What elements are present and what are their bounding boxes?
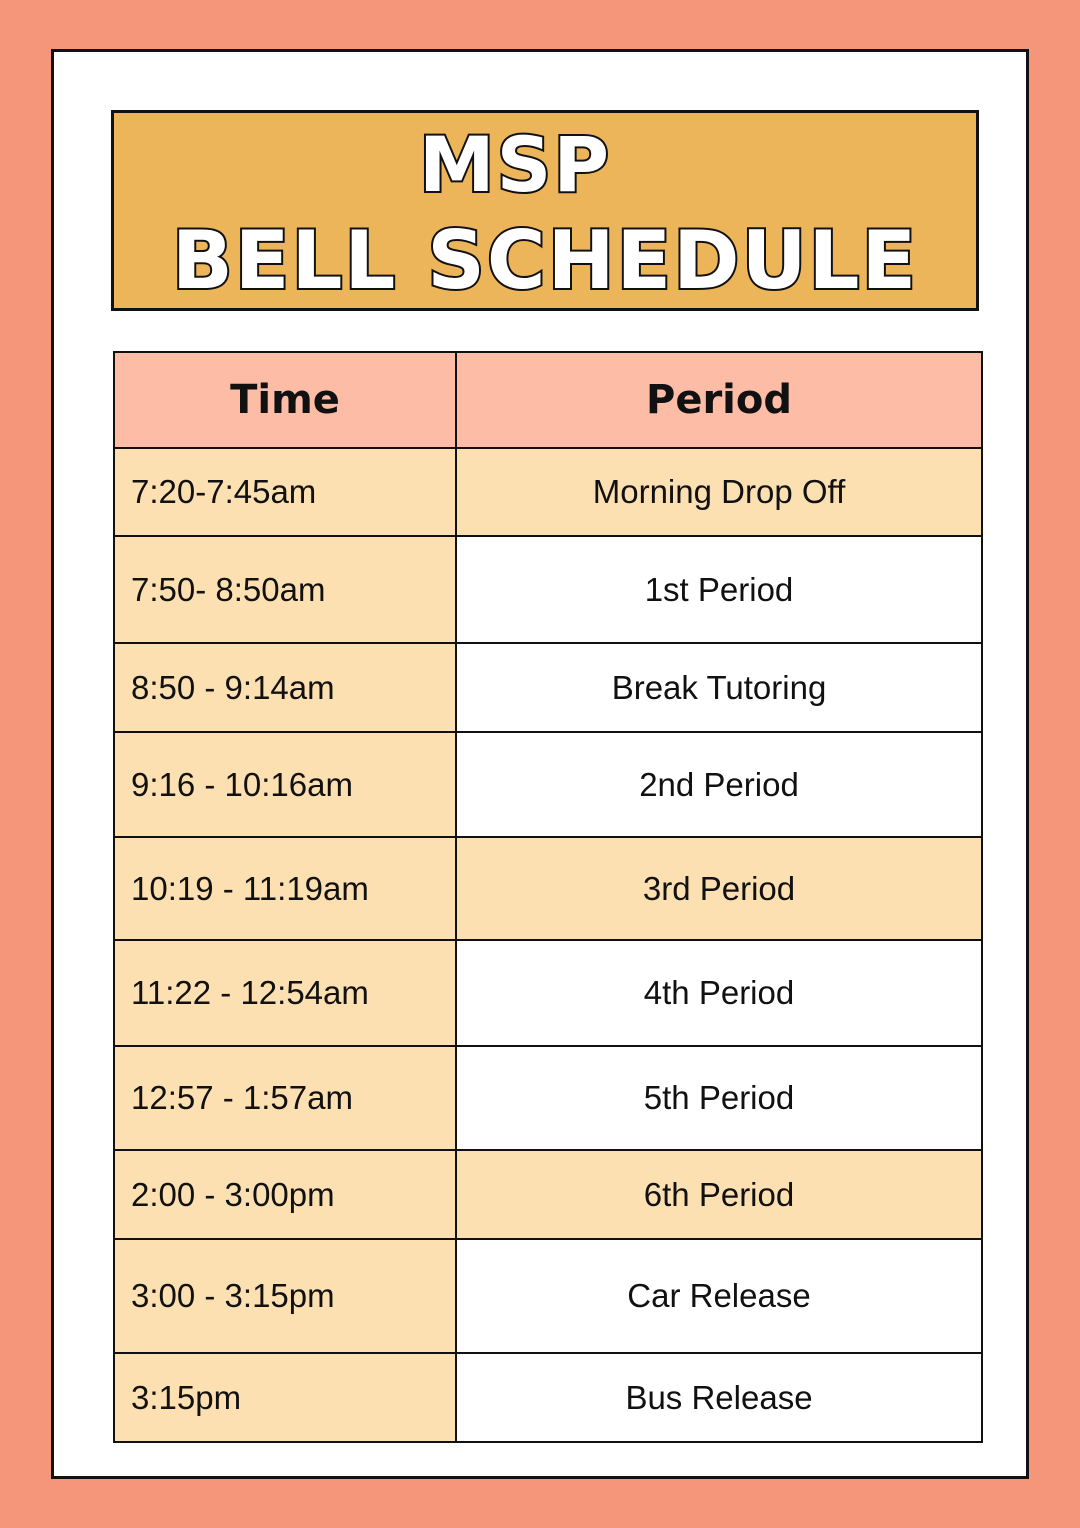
table-row xyxy=(114,940,982,1046)
table-row xyxy=(114,1150,982,1239)
time-cell: 3:00 - 3:15pm xyxy=(114,1239,456,1353)
table-row xyxy=(114,1239,982,1353)
time-cell: 12:57 - 1:57am xyxy=(114,1046,456,1150)
period-cell: 5th Period xyxy=(456,1046,982,1150)
header-row xyxy=(114,352,982,448)
title-line-1: MSP xyxy=(418,120,612,209)
period-cell: 1st Period xyxy=(456,536,982,643)
time-cell: 2:00 - 3:00pm xyxy=(114,1150,456,1239)
time-cell: 10:19 - 11:19am xyxy=(114,837,456,940)
period-cell: 4th Period xyxy=(456,940,982,1046)
time-cell: 7:50- 8:50am xyxy=(114,536,456,643)
period-cell: Bus Release xyxy=(456,1353,982,1442)
bell-schedule-table xyxy=(113,351,983,1443)
time-cell: 8:50 - 9:14am xyxy=(114,643,456,732)
period-cell: Morning Drop Off xyxy=(456,448,982,536)
period-cell: Car Release xyxy=(456,1239,982,1353)
time-cell: 9:16 - 10:16am xyxy=(114,732,456,837)
header-time: Time xyxy=(114,352,456,448)
table-row xyxy=(114,536,982,643)
title-banner xyxy=(111,110,979,311)
schedule-card xyxy=(51,49,1029,1479)
period-cell: 6th Period xyxy=(456,1150,982,1239)
table-row xyxy=(114,1046,982,1150)
table-row xyxy=(114,837,982,940)
period-cell: 3rd Period xyxy=(456,837,982,940)
period-cell: Break Tutoring xyxy=(456,643,982,732)
table-row xyxy=(114,1353,982,1442)
table-row xyxy=(114,643,982,732)
time-cell: 11:22 - 12:54am xyxy=(114,940,456,1046)
title-line-2: BELL SCHEDULE xyxy=(171,214,919,307)
table-row xyxy=(114,448,982,536)
period-cell: 2nd Period xyxy=(456,732,982,837)
table-row xyxy=(114,732,982,837)
time-cell: 3:15pm xyxy=(114,1353,456,1442)
header-period: Period xyxy=(456,352,982,448)
time-cell: 7:20-7:45am xyxy=(114,448,456,536)
